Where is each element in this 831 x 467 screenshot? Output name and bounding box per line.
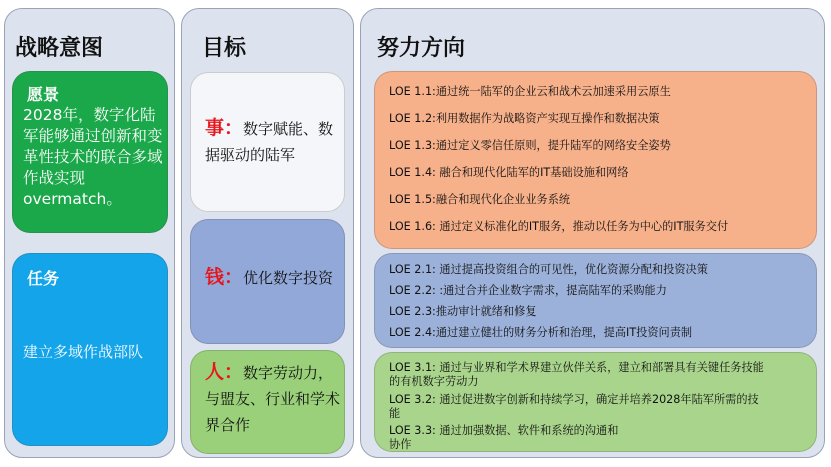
mission-label: 任务 [27, 269, 60, 288]
loe-line: LOE 2.3:推动审计就绪和修复 [389, 305, 537, 318]
loe-line: LOE 3.2: 通过促进数字创新和持续学习，确定并培养2028年陆军所需的技 [389, 393, 759, 406]
loe-group-1 [374, 71, 817, 249]
mission-box [12, 253, 168, 446]
vision-box [12, 71, 168, 233]
loe-line: LOE 2.2: :通过合并企业数字需求，提高陆军的采购能力 [389, 284, 667, 297]
loe-line: 能 [389, 407, 401, 420]
efforts-title: 努力方向 [377, 36, 466, 61]
loe-line: LOE 1.1:通过统一陆军的企业云和战术云加速采用云原生 [389, 85, 671, 98]
loe-line: LOE 1.2:利用数据作为战略资产实现互操作和数据决策 [389, 112, 660, 125]
goal-desc-money: 优化数字投资 [243, 269, 334, 287]
loe-line: LOE 2.4:通过建立健壮的财务分析和治理，提高IT投资问责制 [389, 326, 693, 339]
goal-text-people [205, 359, 343, 438]
loe-group-2 [374, 253, 817, 348]
loe-line: LOE 1.4: 融合和现代化陆军的IT基础设施和网络 [389, 166, 629, 179]
goals-panel [181, 8, 354, 458]
loe-group-3 [374, 352, 817, 452]
goal-text-money [205, 264, 339, 291]
loe-line: LOE 1.5:融合和现代化企业业务系统 [389, 193, 571, 206]
goal-key-matter: 事： [205, 117, 244, 139]
efforts-panel [360, 8, 825, 458]
loe-line: LOE 1.3:通过定义零信任原则，提升陆军的网络安全姿势 [389, 139, 671, 152]
goal-text-matter [205, 115, 339, 168]
goal-key-people: 人： [205, 361, 244, 383]
goal-desc-matter: 数字赋能、数据驱动的陆军 [205, 120, 334, 164]
goals-title: 目标 [202, 36, 247, 61]
loe-line: LOE 1.6: 通过定义标准化的IT服务，推动以任务为中心的IT服务交付 [389, 220, 729, 233]
strategy-title: 战略意图 [15, 36, 104, 61]
vision-label: 愿景 [27, 85, 60, 104]
mission-text: 建立多域作战部队 [23, 343, 144, 361]
strategy-panel [4, 8, 175, 458]
goal-box-matter [190, 72, 345, 212]
goal-box-money [190, 219, 345, 344]
goal-box-people [190, 350, 345, 454]
loe-line: LOE 3.1: 通过与业界和学术界建立伙伴关系，建立和部署具有关键任务技能 [389, 361, 764, 374]
vision-text: 2028年，数字化陆军能够通过创新和变革性技术的联合多域作战实现overmatch。 [23, 106, 163, 208]
loe-line: LOE 2.1: 通过提高投资组合的可见性，优化资源分配和投资决策 [389, 263, 708, 276]
goal-key-money: 钱： [205, 266, 244, 288]
goal-desc-people: 数字劳动力，与盟友、行业和学术界合作 [205, 364, 341, 434]
loe-line: LOE 3.3: 通过加强数据、软件和系统的沟通和 [389, 424, 619, 437]
loe-line: 的有机数字劳动力 [389, 375, 479, 388]
loe-line: 协作 [389, 438, 412, 451]
